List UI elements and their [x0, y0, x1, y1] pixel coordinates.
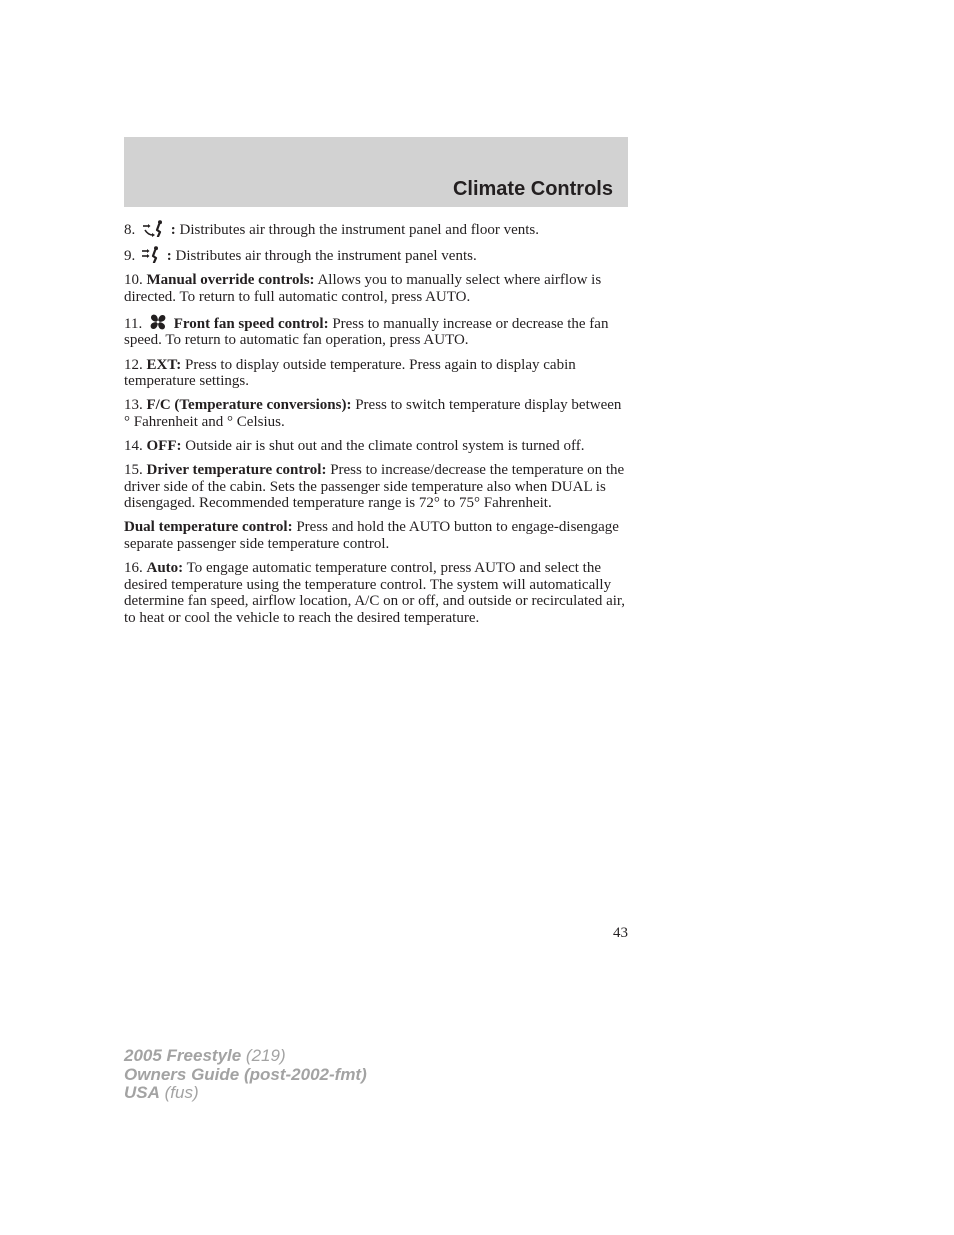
item-separator: : [167, 222, 176, 238]
item-text: Press to switch temperature display between ° Fahrenheit and ° Celsius. [124, 397, 622, 430]
footer-model-code: (219) [241, 1046, 286, 1065]
dual-temperature-paragraph [124, 519, 630, 552]
item-number: 16. [124, 560, 147, 576]
item-text: Distributes air through the instrument panel and floor vents. [175, 222, 540, 238]
section-header-band [124, 137, 628, 207]
list-item-12 [124, 357, 630, 390]
list-item-9 [124, 246, 630, 265]
item-text: Press to increase/decrease the temperature on the driver side of the cabin. Sets the passenger side temperature also when DUAL is disengaged. Recommended temperature range is 72° to 75° Fahrenheit. [124, 462, 625, 512]
item-number: 10. [124, 272, 147, 289]
item-number: 11. [124, 315, 143, 332]
footer-model: 2005 Freestyle [124, 1046, 242, 1065]
list-item-16 [124, 560, 630, 626]
list-item-8 [124, 220, 630, 239]
footer-region-code: (fus) [159, 1083, 199, 1102]
item-text: Allows you to manually select where airflow is directed. To return to full automatic control, press AUTO. [124, 272, 602, 305]
item-number: 8. [124, 222, 136, 238]
item-label: Driver temperature control: [146, 462, 327, 479]
footer-guide: Owners Guide (post-2002-fmt) [124, 1064, 367, 1084]
item-label: OFF: [146, 437, 182, 454]
item-text: Outside air is shut out and the climate control system is turned off. [181, 437, 585, 454]
footer-line-2 [124, 1066, 367, 1085]
footer-region: USA [124, 1083, 160, 1102]
page-number: 43 [613, 925, 628, 941]
item-number: 13. [124, 397, 147, 414]
footer-line-1 [124, 1047, 367, 1066]
item-number: 9. [124, 248, 136, 265]
item-separator: : [163, 248, 172, 265]
item-label: Dual temperature control: [124, 519, 293, 536]
list-item-11 [124, 313, 630, 349]
item-text: To engage automatic temperature control, press AUTO and select the desired temperature using the temperature control. The system will automatically determine fan speed, airflow location, A/C on or off, and outside or recirculated air, to heat or cool the vehicle to reach the desired temperature. [124, 560, 626, 626]
item-label: EXT: [146, 356, 182, 373]
item-number: 12. [124, 356, 147, 373]
document-footer [124, 1047, 367, 1103]
panel-vent-icon [141, 246, 161, 263]
item-text: Press to manually increase or decrease the fan speed. To return to automatic fan operation, press AUTO. [124, 315, 609, 349]
item-label: Front fan speed control: [173, 315, 329, 332]
panel-floor-vent-icon [141, 220, 165, 237]
item-text: Press to display outside temperature. Press again to display cabin temperature settings. [124, 356, 576, 390]
list-item-14 [124, 438, 630, 455]
item-label: F/C (Temperature conversions): [146, 397, 352, 414]
item-label: Auto: [146, 560, 184, 576]
item-label: Manual override controls: [146, 272, 315, 289]
footer-line-3 [124, 1084, 367, 1103]
section-title: Climate Controls [452, 178, 613, 200]
item-text: Distributes air through the instrument panel vents. [171, 248, 477, 265]
list-item-13 [124, 397, 630, 430]
list-item-15 [124, 462, 630, 512]
item-number: 14. [124, 437, 147, 454]
item-text: Press and hold the AUTO button to engage-disengage separate passenger side temperature control. [124, 519, 619, 552]
list-item-10 [124, 272, 630, 305]
page-content [124, 220, 630, 634]
item-number: 15. [124, 462, 147, 479]
fan-icon [148, 313, 168, 331]
